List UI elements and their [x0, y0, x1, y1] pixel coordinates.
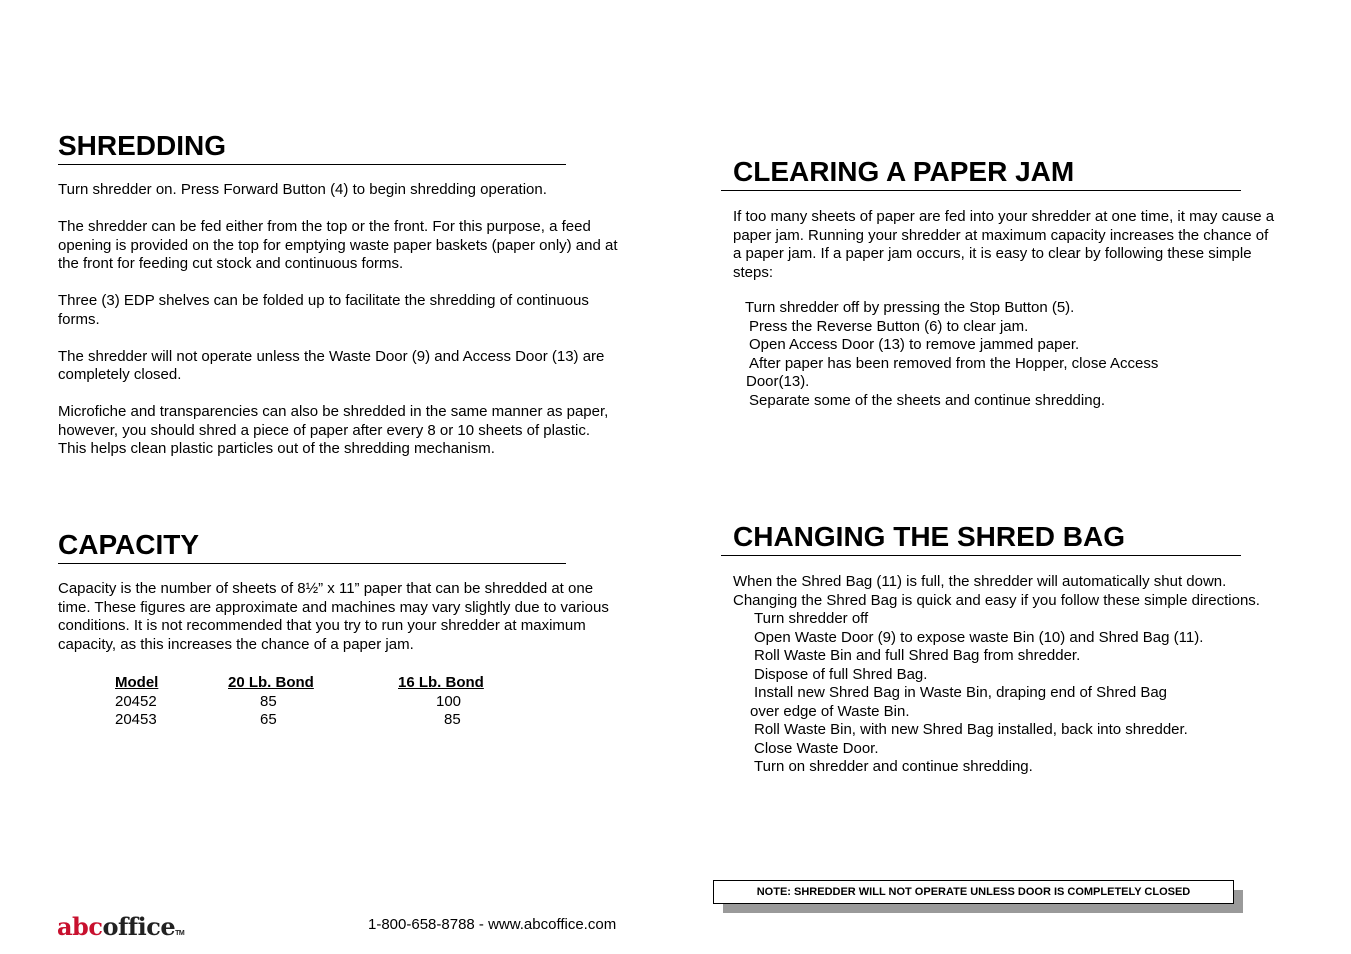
bond-20-cell: 85 — [260, 692, 277, 710]
capacity-paragraph: Capacity is the number of sheets of 8½” x 11” paper that can be shredded at one time. These figures are approximate and machines may vary slightly due to various conditions. It is not recommended that you try to run your shredder at maximum capacity, as this increases the chance of a paper jam. — [58, 580, 609, 653]
shredding-paragraph: The shredder will not operate unless the Waste Door (9) and Access Door (13) are completely closed. — [58, 347, 605, 383]
logo-abc: abc — [57, 912, 103, 941]
column-header-model: Model — [115, 674, 159, 691]
abcoffice-logo — [57, 912, 184, 941]
bond-20-cell: 65 — [260, 711, 277, 728]
shredding-body — [58, 181, 618, 459]
table-row — [115, 711, 484, 730]
list-item: Turn on shredder and continue shredding. — [754, 758, 1033, 775]
list-item: Install new Shred Bag in Waste Bin, draping end of Shred Bag — [754, 684, 1168, 701]
table-header-row — [115, 674, 484, 693]
list-item: Close Waste Door. — [754, 739, 879, 757]
shred-bag-section — [721, 521, 1281, 777]
model-cell: 20452 — [115, 692, 157, 710]
shredding-paragraph: Microfiche and transparencies can also be shredded in the same manner as paper, however, you should shred a piece of paper after every 8 or 10 sheets of plastic. This helps clean plastic particles out of the shredding mechanism. — [58, 403, 609, 457]
column-header-16lb: 16 Lb. Bond — [398, 674, 484, 691]
shred-bag-steps — [721, 610, 1281, 777]
shred-bag-intro: When the Shred Bag (11) is full, the shredder will automatically shut down. Changing the Shred Bag is quick and easy if you follow these simple directions. — [733, 573, 1260, 609]
footer-contact: 1-800-658-8788 - www.abcoffice.com — [368, 916, 617, 933]
column-header-20lb: 20 Lb. Bond — [228, 674, 314, 691]
shredding-title: SHREDDING — [58, 130, 566, 165]
note-box: NOTE: SHREDDER WILL NOT OPERATE UNLESS DOOR IS COMPLETELY CLOSED — [713, 880, 1234, 904]
logo-office: office — [102, 912, 176, 941]
shredding-paragraph: Three (3) EDP shelves can be folded up to facilitate the shredding of continuous forms. — [58, 292, 589, 328]
paper-jam-steps — [721, 299, 1281, 410]
paper-jam-section — [721, 156, 1281, 410]
list-item: Door(13). — [746, 373, 810, 390]
shredding-section — [58, 130, 618, 477]
list-item: Dispose of full Shred Bag. — [754, 665, 928, 683]
list-item: over edge of Waste Bin. — [750, 702, 910, 720]
capacity-title: CAPACITY — [58, 529, 566, 564]
list-item: Open Access Door (13) to remove jammed paper. — [749, 336, 1080, 353]
list-item: Roll Waste Bin and full Shred Bag from shredder. — [754, 647, 1081, 664]
capacity-table — [115, 674, 484, 730]
shredding-paragraph: Turn shredder on. Press Forward Button (4) to begin shredding operation. — [58, 181, 547, 198]
list-item: After paper has been removed from the Hopper, close Access — [749, 354, 1159, 372]
list-item: Roll Waste Bin, with new Shred Bag installed, back into shredder. — [754, 721, 1188, 738]
bond-16-cell: 85 — [444, 711, 461, 728]
list-item: Turn shredder off by pressing the Stop Button (5). — [745, 299, 1075, 316]
list-item: Open Waste Door (9) to expose waste Bin (10) and Shred Bag (11). — [754, 628, 1204, 646]
paper-jam-title: CLEARING A PAPER JAM — [721, 156, 1241, 191]
list-item: Turn shredder off — [754, 610, 869, 627]
shredding-paragraph: The shredder can be fed either from the top or the front. For this purpose, a feed opening is provided on the top for emptying waste paper baskets (paper only) and at the front for feeding cut stock and continuous forms. — [58, 218, 618, 272]
logo-trademark: TM — [175, 930, 185, 937]
table-row — [115, 693, 484, 712]
list-item: Separate some of the sheets and continue shredding. — [749, 391, 1106, 409]
list-item: Press the Reverse Button (6) to clear jam. — [749, 317, 1029, 335]
paper-jam-intro: If too many sheets of paper are fed into your shredder at one time, it may cause a paper jam. Running your shredder at maximum capacity increases the chance of a paper jam. If a paper jam occurs, it is easy to clear by following these simple steps: — [733, 208, 1275, 281]
capacity-section — [58, 529, 618, 654]
shred-bag-title: CHANGING THE SHRED BAG — [721, 521, 1241, 556]
bond-16-cell: 100 — [436, 692, 462, 710]
model-cell: 20453 — [115, 711, 157, 728]
